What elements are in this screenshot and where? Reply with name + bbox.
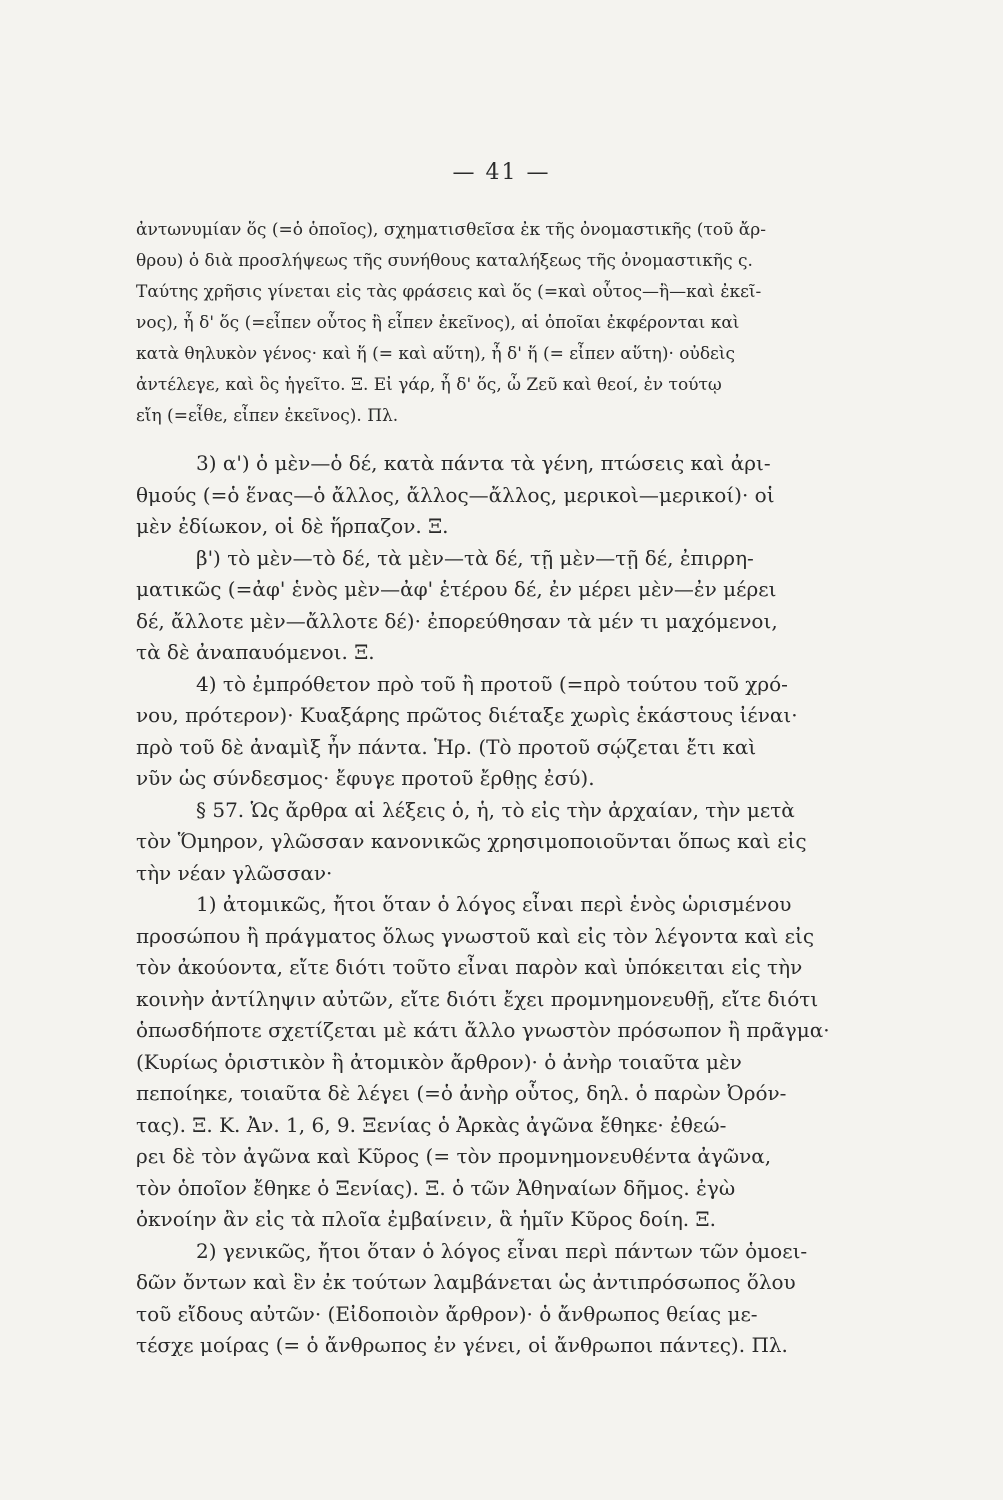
text-line: θρου) ὁ διὰ προσλήψεως τῆς συνήθους καταλήξεως τῆς ὀνομαστικῆς ς. bbox=[136, 251, 753, 271]
text-line: 3) α') ὁ μὲν—ὁ δέ, κατὰ πάντα τὰ γένη, πτώσεις καὶ ἀρι- bbox=[196, 451, 771, 475]
text-line: (Κυρίως ὁριστικὸν ἢ ἀτομικὸν ἄρθρον)· ὁ ἀνὴρ τοιαῦτα μὲν bbox=[136, 1049, 742, 1074]
text-line: ρει δὲ τὸν ἀγῶνα καὶ Κῦρος (= τὸν προμνημονευθέντα ἀγῶνα, bbox=[136, 1144, 772, 1168]
text-line: νου, πρότερον)· Κυαξάρης πρῶτος διέταξε χωρὶς ἑκάστους ἰέναι· bbox=[136, 703, 798, 727]
text-line: 2) γενικῶς, ἤτοι ὅταν ὁ λόγος εἶναι περὶ πάντων τῶν ὁμοει- bbox=[196, 1238, 808, 1263]
text-line: τοῦ εἴδους αὐτῶν· (Εἰδοποιὸν ἄρθρον)· ὁ ἄνθρωπος θείας με- bbox=[136, 1301, 758, 1326]
text-line: θμούς (=ὁ ἕνας—ὁ ἄλλος, ἄλλος—ἄλλος, μερικοὶ—μερικοί)· οἱ bbox=[136, 482, 775, 507]
section-heading-line: § 57. Ὡς ἄρθρα αἱ λέξεις ὁ, ἡ, τὸ εἰς τὴν ἀρχαίαν, τὴν μετὰ bbox=[196, 797, 795, 822]
text-line: 1) ἀτομικῶς, ἤτοι ὅταν ὁ λόγος εἶναι περὶ ἑνὸς ὡρισμένου bbox=[196, 892, 792, 916]
text-line: κοινὴν ἀντίληψιν αὐτῶν, εἴτε διότι ἔχει προμνημονευθῇ, εἴτε διότι bbox=[136, 986, 819, 1011]
text-line: β') τὸ μὲν—τὸ δέ, τὰ μὲν—τὰ δέ, τῇ μὲν—τῇ δέ, ἐπιρρη- bbox=[196, 545, 754, 570]
text-line: μὲν ἐδίωκον, οἱ δὲ ἥρπαζον. Ξ. bbox=[136, 514, 449, 538]
text-line: νῦν ὡς σύνδεσμος· ἔφυγε προτοῦ ἔρθῃς ἐσύ). bbox=[136, 766, 595, 790]
text-line: τὸν Ὅμηρον, γλῶσσαν κανονικῶς χρησιμοποιοῦνται ὅπως καὶ εἰς bbox=[136, 829, 807, 853]
text-line: τας). Ξ. Κ. Ἀν. 1, 6, 9. Ξενίας ὁ Ἀρκὰς ἀγῶνα ἔθηκε· ἐθεώ- bbox=[136, 1112, 727, 1137]
text-line: Ταύτης χρῆσις γίνεται εἰς τὰς φράσεις καὶ ὅς (=καὶ οὗτος—ἢ—καὶ ἐκεῖ- bbox=[136, 282, 762, 302]
text-line: τὰ δὲ ἀναπαυόμενοι. Ξ. bbox=[136, 640, 375, 664]
text-line: πεποίηκε, τοιαῦτα δὲ λέγει (=ὁ ἀνὴρ οὗτος, δηλ. ὁ παρὼν Ὀρόν- bbox=[136, 1081, 787, 1105]
text-line: νος), ἦ δ' ὅς (=εἶπεν οὗτος ἢ εἶπεν ἐκεῖνος), αἱ ὁποῖαι ἐκφέρονται καὶ bbox=[136, 313, 740, 333]
text-line: τὸν ὁποῖον ἔθηκε ὁ Ξενίας). Ξ. ὁ τῶν Ἀθηναίων δῆμος. ἐγὼ bbox=[136, 1175, 736, 1200]
text-line: κατὰ θηλυκὸν γένος· καὶ ἥ (= καὶ αὕτη), ἦ δ' ἥ (= εἶπεν αὕτη)· οὐδεὶς bbox=[136, 344, 736, 364]
text-line: δῶν ὄντων καὶ ἓν ἐκ τούτων λαμβάνεται ὡς ἀντιπρόσωπος ὅλου bbox=[136, 1270, 796, 1294]
text-line: τέσχε μοίρας (= ὁ ἄνθρωπος ἐν γένει, οἱ ἄνθρωποι πάντες). Πλ. bbox=[136, 1333, 788, 1357]
text-line: τὴν νέαν γλῶσσαν· bbox=[136, 860, 333, 885]
text-line: ὁπωσδήποτε σχετίζεται μὲ κάτι ἄλλο γνωστὸν πρόσωπον ἢ πρᾶγμα· bbox=[136, 1018, 830, 1042]
text-line: δέ, ἄλλοτε μὲν—ἄλλοτε δέ)· ἐπορεύθησαν τὰ μέν τι μαχόμενοι, bbox=[136, 608, 778, 633]
text-line: ἀντέλεγε, καὶ ὃς ἡγεῖτο. Ξ. Εἰ γάρ, ἦ δ' ὅς, ὦ Ζεῦ καὶ θεοί, ἐν τούτῳ bbox=[136, 375, 722, 395]
page-number: — 41 — bbox=[452, 160, 551, 185]
text-line: ἀντωνυμίαν ὅς (=ὁ ὁποῖος), σχηματισθεῖσα ἐκ τῆς ὀνομαστικῆς (τοῦ ἄρ- bbox=[136, 220, 766, 240]
text-line: εἴη (=εἶθε, εἶπεν ἐκεῖνος). Πλ. bbox=[136, 406, 399, 426]
page-text bbox=[136, 215, 866, 1362]
text-line: ὀκνοίην ἂν εἰς τὰ πλοῖα ἐμβαίνειν, ἃ ἡμῖν Κῦρος δοίη. Ξ. bbox=[136, 1207, 716, 1231]
text-line: τὸν ἀκούοντα, εἴτε διότι τοῦτο εἶναι παρὸν καὶ ὑπόκειται εἰς τὴν bbox=[136, 955, 803, 979]
text-line: 4) τὸ ἐμπρόθετον πρὸ τοῦ ἢ προτοῦ (=πρὸ τούτου τοῦ χρό- bbox=[196, 671, 788, 696]
text-line: πρὸ τοῦ δὲ ἀναμὶξ ἦν πάντα. Ἡρ. (Τὸ προτοῦ σῴζεται ἔτι καὶ bbox=[136, 734, 757, 759]
text-line: προσώπου ἢ πράγματος ὅλως γνωστοῦ καὶ εἰς τὸν λέγοντα καὶ εἰς bbox=[136, 923, 815, 948]
text-line: ματικῶς (=ἀφ' ἑνὸς μὲν—ἀφ' ἑτέρου δέ, ἐν μέρει μὲν—ἐν μέρει bbox=[136, 577, 777, 601]
